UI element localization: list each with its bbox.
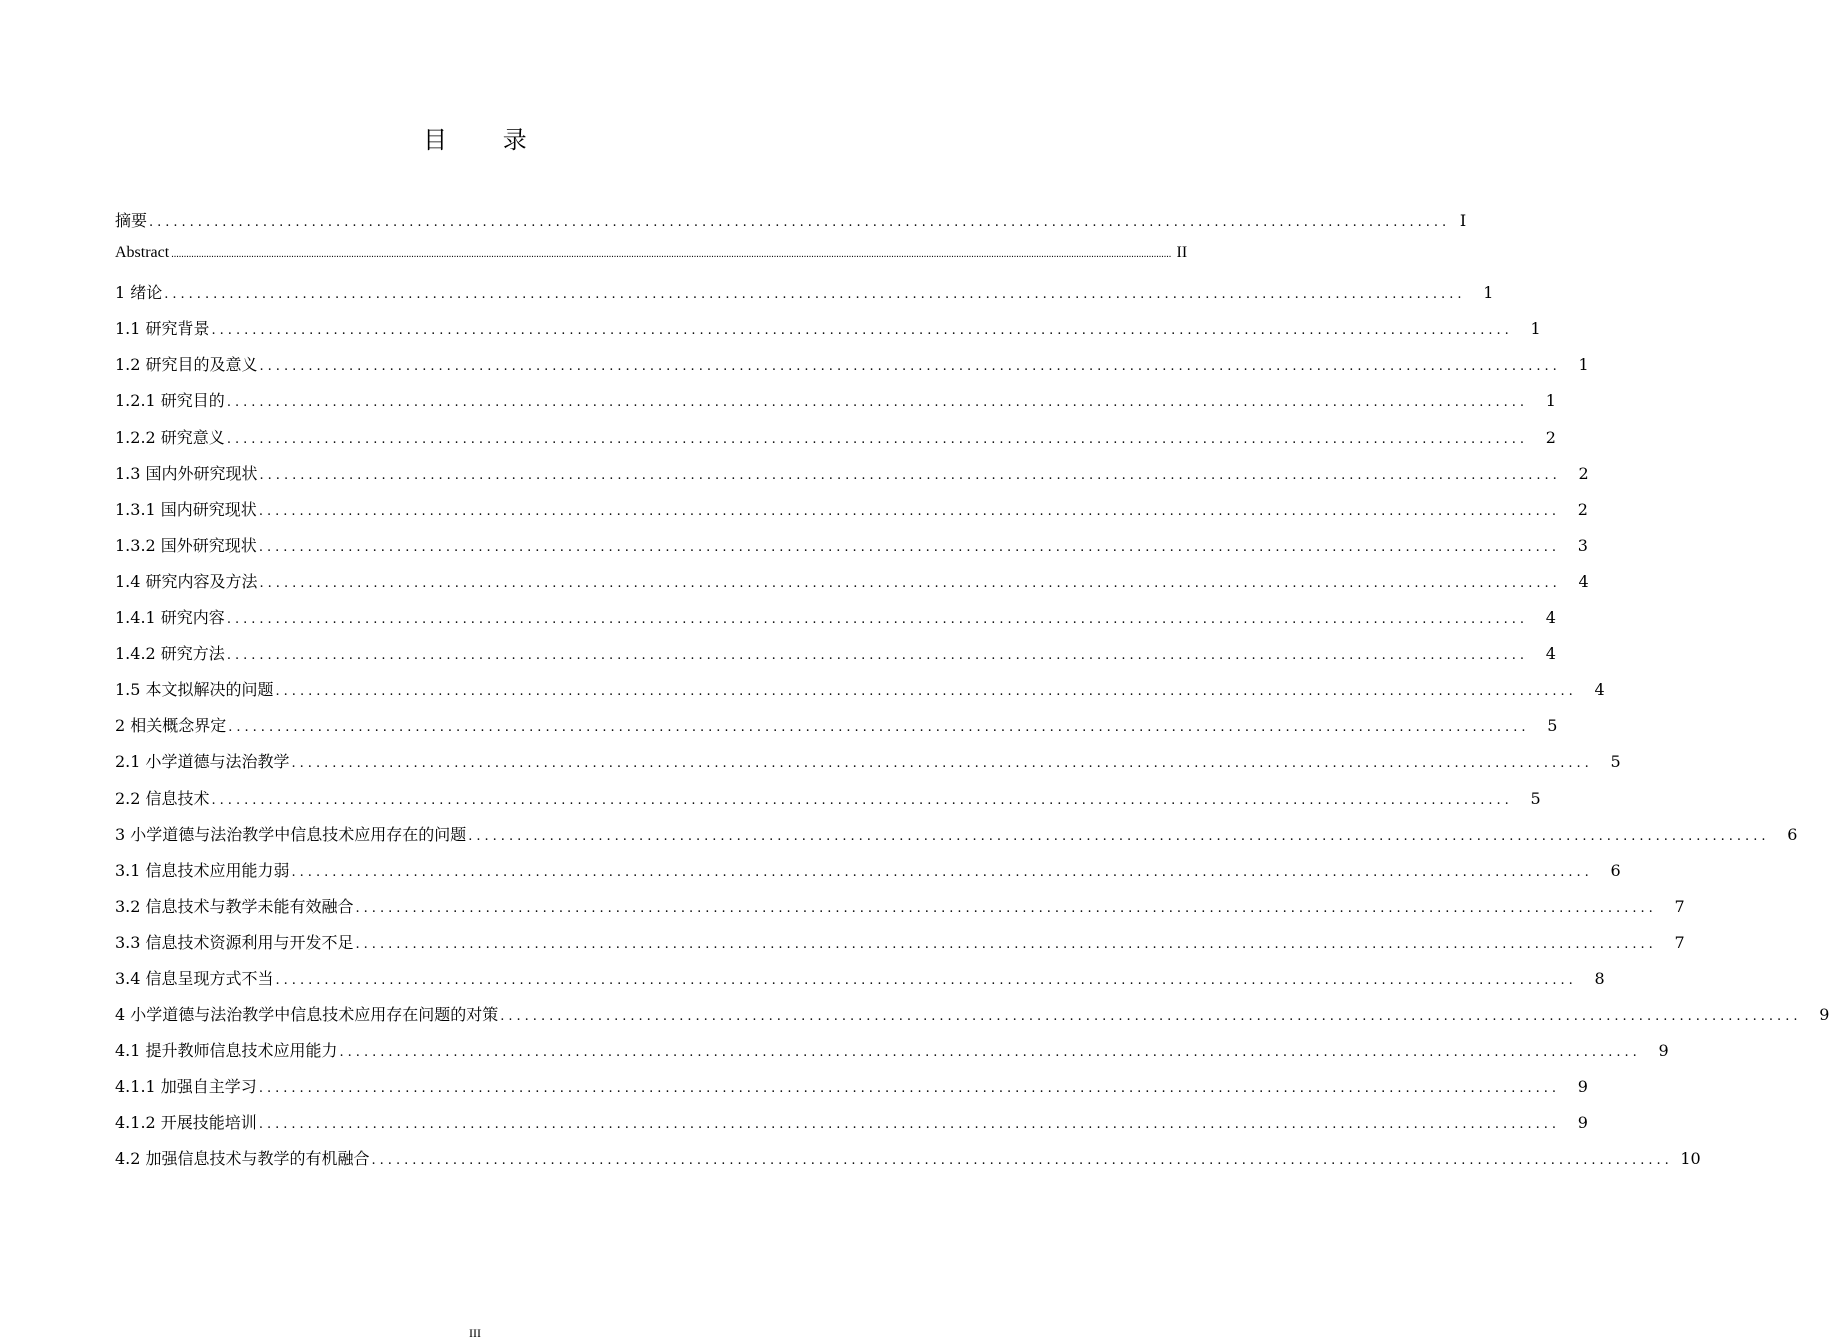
toc-leader: ................................................................................................................................................................ <box>258 1081 1560 1097</box>
page-title: 目 录 <box>423 126 551 154</box>
toc-leader: ................................................................................................................................................................ <box>226 612 1528 628</box>
toc-entry-page: I <box>1459 211 1467 230</box>
toc-entry[interactable] <box>115 244 1188 280</box>
toc-entry-page: 1 <box>1545 391 1556 411</box>
toc-entry-label: 1.2 研究目的及意义 <box>115 355 258 375</box>
toc-entry-label: 1.5 本文拟解决的问题 <box>115 680 274 700</box>
toc-entry-page: 4 <box>1545 608 1556 628</box>
toc-entry-label: 1 绪论 <box>115 283 163 303</box>
toc-entry-label: 2.2 信息技术 <box>115 788 210 808</box>
toc-leader: ................................................................................................................................................................ <box>355 936 1657 952</box>
toc-entry-label: Abstract <box>115 244 170 262</box>
toc-entry[interactable] <box>115 1110 1588 1146</box>
toc-entry[interactable] <box>115 749 1621 785</box>
toc-leader: ................................................................................................................................................................ <box>258 539 1560 555</box>
toc-leader: ................................................................................................................................................................ <box>226 395 1528 411</box>
toc-leader: ................................................................................................................................................................ <box>258 1117 1560 1133</box>
toc-entry-label: 2 相关概念界定 <box>115 716 227 736</box>
toc-entry[interactable] <box>115 1074 1588 1110</box>
toc-entry-label: 1.3.2 国外研究现状 <box>115 535 257 555</box>
toc-entry-label: 4.1.1 加强自主学习 <box>115 1077 257 1097</box>
toc-entry-page: 9 <box>1577 1077 1588 1097</box>
toc-leader: ................................................................................................................................................................ <box>291 756 1593 772</box>
toc-entry-label: 4.1 提升教师信息技术应用能力 <box>115 1041 338 1061</box>
toc-entry[interactable] <box>115 425 1556 461</box>
toc-entry[interactable] <box>115 966 1605 1002</box>
toc-entry[interactable] <box>115 786 1541 822</box>
toc-leader: ................................................................................................................................................................ <box>226 431 1528 447</box>
toc-entry[interactable] <box>115 280 1494 316</box>
toc-entry-label: 3 小学道德与法治教学中信息技术应用存在的问题 <box>115 824 467 844</box>
toc-entry-label: 1.1 研究背景 <box>115 319 210 339</box>
toc-entry-page: 8 <box>1594 968 1605 988</box>
toc-entry-page: 10 <box>1680 1149 1701 1169</box>
toc-entry-label: 1.4.2 研究方法 <box>115 644 225 664</box>
toc-leader: ................................................................................................................................................................ <box>371 1153 1673 1169</box>
toc-leader: ................................................................................................................................................................ <box>259 575 1561 591</box>
toc-entry[interactable] <box>115 1038 1669 1074</box>
toc-entry[interactable] <box>115 461 1589 497</box>
toc-entry[interactable] <box>115 894 1685 930</box>
toc-leader: ................................................................................................................................................................................................................................................................................................................................................................................................................ <box>171 249 1172 261</box>
toc-leader: ................................................................................................................................................................ <box>275 684 1577 700</box>
toc-entry-label: 1.3.1 国内研究现状 <box>115 499 257 519</box>
toc-entry-page: II <box>1176 244 1188 262</box>
toc-entry-label: 4.2 加强信息技术与教学的有机融合 <box>115 1149 370 1169</box>
toc-entry[interactable] <box>115 930 1685 966</box>
toc-entry-page: 4 <box>1545 644 1556 664</box>
toc-entry-page: 9 <box>1819 1005 1829 1025</box>
toc-entry-label: 3.2 信息技术与教学未能有效融合 <box>115 896 354 916</box>
toc-leader: ................................................................................................................................................................ <box>500 1009 1802 1025</box>
toc-entry-label: 4 小学道德与法治教学中信息技术应用存在问题的对策 <box>115 1005 499 1025</box>
table-of-contents <box>115 208 1829 1183</box>
toc-entry-label: 2.1 小学道德与法治教学 <box>115 752 290 772</box>
toc-leader: ................................................................................................................................................................ <box>468 828 1770 844</box>
toc-entry-label: 1.3 国内外研究现状 <box>115 463 258 483</box>
toc-entry-label: 1.2.2 研究意义 <box>115 427 225 447</box>
toc-entry-label: 3.1 信息技术应用能力弱 <box>115 860 290 880</box>
toc-leader: ................................................................................................................................................................ <box>259 467 1561 483</box>
toc-entry[interactable] <box>115 533 1588 569</box>
toc-entry-page: 4 <box>1594 680 1605 700</box>
toc-entry-label: 1.4.1 研究内容 <box>115 608 225 628</box>
toc-entry-page: 1 <box>1578 355 1589 375</box>
toc-entry[interactable] <box>115 677 1605 713</box>
toc-entry-label: 1.4 研究内容及方法 <box>115 571 258 591</box>
toc-leader: ................................................................................................................................................................ <box>339 1045 1641 1061</box>
toc-leader: ................................................................................................................................................................ <box>258 503 1560 519</box>
toc-entry-page: 5 <box>1547 716 1558 736</box>
toc-entry-page: 7 <box>1674 896 1685 916</box>
toc-entry[interactable] <box>115 822 1798 858</box>
toc-entry-label: 3.3 信息技术资源利用与开发不足 <box>115 932 354 952</box>
toc-leader: ................................................................................................................................................................ <box>228 720 1530 736</box>
toc-leader: ................................................................................................................................................................ <box>291 864 1593 880</box>
toc-entry-page: 4 <box>1578 571 1589 591</box>
toc-entry-page: 1 <box>1483 283 1494 303</box>
toc-leader: ................................................................................................................................................................ <box>211 323 1513 339</box>
toc-entry-page: 2 <box>1545 427 1556 447</box>
footer-page-number: III <box>469 1326 481 1340</box>
toc-entry[interactable] <box>115 1146 1701 1182</box>
toc-entry-label: 4.1.2 开展技能培训 <box>115 1113 257 1133</box>
toc-entry-page: 7 <box>1674 932 1685 952</box>
toc-entry[interactable] <box>115 713 1558 749</box>
toc-entry-page: 5 <box>1610 752 1621 772</box>
toc-entry-page: 9 <box>1577 1113 1588 1133</box>
toc-entry[interactable] <box>115 388 1556 424</box>
toc-entry-label: 3.4 信息呈现方式不当 <box>115 968 274 988</box>
toc-entry-page: 2 <box>1577 499 1588 519</box>
toc-entry[interactable] <box>115 1002 1829 1038</box>
toc-entry-page: 6 <box>1787 824 1798 844</box>
toc-entry-page: 2 <box>1578 463 1589 483</box>
toc-entry[interactable] <box>115 316 1541 352</box>
toc-entry-page: 1 <box>1530 319 1541 339</box>
toc-entry[interactable] <box>115 497 1588 533</box>
toc-leader: ................................................................................................................................................................ <box>164 287 1466 303</box>
toc-entry[interactable] <box>115 605 1556 641</box>
toc-entry[interactable] <box>115 208 1467 244</box>
toc-entry-label: 1.2.1 研究目的 <box>115 391 225 411</box>
toc-entry-page: 3 <box>1577 535 1588 555</box>
toc-leader: ................................................................................................................................................................ <box>149 215 1451 230</box>
toc-entry[interactable] <box>115 858 1621 894</box>
toc-entry-page: 6 <box>1610 860 1621 880</box>
toc-entry[interactable] <box>115 641 1556 677</box>
toc-leader: ................................................................................................................................................................ <box>259 359 1561 375</box>
toc-leader: ................................................................................................................................................................ <box>275 972 1577 988</box>
toc-leader: ................................................................................................................................................................ <box>355 900 1657 916</box>
toc-entry[interactable] <box>115 569 1589 605</box>
toc-entry-page: 9 <box>1658 1041 1669 1061</box>
toc-leader: ................................................................................................................................................................ <box>226 648 1528 664</box>
toc-leader: ................................................................................................................................................................ <box>211 792 1513 808</box>
toc-entry-page: 5 <box>1530 788 1541 808</box>
toc-entry[interactable] <box>115 352 1589 388</box>
toc-entry-label: 摘要 <box>115 211 148 230</box>
